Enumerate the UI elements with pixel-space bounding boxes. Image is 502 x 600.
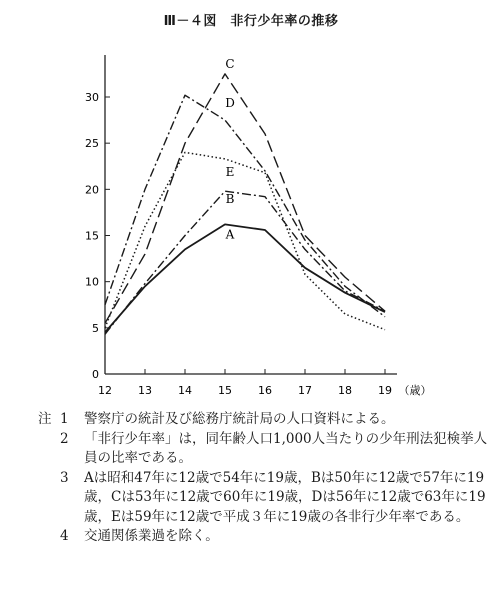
- note-text: Aは昭和47年に12歳で54年に19歳，Bは50年に12歳で57年に19歳，Cは53年に12歳で60年に19歳，Dは56年に12歳で63年に19歳，Eは59年に12歳で平成３年に19歳の各非行少年率である。: [84, 469, 486, 525]
- series-label-b: B: [225, 192, 235, 207]
- note-label: [38, 527, 60, 547]
- series-layer: [105, 74, 385, 334]
- series-line-b: [105, 191, 385, 334]
- series-label-a: A: [225, 227, 235, 242]
- chart-title: Ⅲ－４図 非行少年率の推移: [163, 14, 339, 29]
- y-tick-label: 5: [92, 321, 99, 335]
- note-number: 4: [60, 528, 69, 544]
- series-line-e: [105, 152, 385, 329]
- note-text: 警察庁の統計及び総務庁統計局の人口資料による。: [84, 411, 395, 427]
- x-tick-label: 16: [258, 384, 272, 397]
- note-item: [38, 527, 488, 547]
- note-item: [38, 410, 488, 430]
- series-label-c: C: [225, 56, 235, 71]
- series-labels: [225, 57, 235, 242]
- series-label-d: D: [225, 96, 235, 111]
- y-tick-label: 10: [85, 275, 99, 289]
- note-item: [38, 469, 488, 528]
- series-label-e: E: [225, 164, 235, 179]
- note-label: [38, 469, 60, 528]
- note-text: 交通関係業過を除く。: [84, 528, 219, 544]
- note-number: 3: [60, 469, 69, 486]
- note-label: 注: [38, 411, 52, 427]
- x-tick-label: 12: [98, 384, 112, 397]
- note-number: 1: [60, 411, 69, 427]
- note-label: [38, 430, 60, 469]
- axes: [85, 55, 432, 397]
- y-tick-label: 30: [85, 91, 99, 104]
- notes: [38, 410, 488, 547]
- y-tick-label: 20: [85, 183, 99, 197]
- x-tick-label: 17: [298, 384, 312, 397]
- series-line-a: [105, 224, 385, 332]
- x-tick-label: 14: [178, 384, 192, 397]
- series-line-c: [105, 74, 385, 323]
- y-tick-label: 15: [85, 229, 99, 243]
- x-tick-label: 15: [218, 384, 232, 397]
- x-tick-label: 18: [338, 384, 352, 397]
- y-tick-label: 0: [92, 368, 99, 381]
- x-axis-unit: （歳）: [398, 384, 432, 397]
- note-number: 2: [60, 430, 69, 447]
- note-text: 「非行少年率」は，同年齢人口1,000人当たりの少年刑法犯検挙人員の比率である。: [84, 430, 488, 466]
- x-tick-label: 19: [378, 384, 392, 397]
- y-tick-label: 25: [85, 137, 99, 151]
- x-tick-label: 13: [138, 384, 152, 397]
- note-item: [38, 430, 488, 469]
